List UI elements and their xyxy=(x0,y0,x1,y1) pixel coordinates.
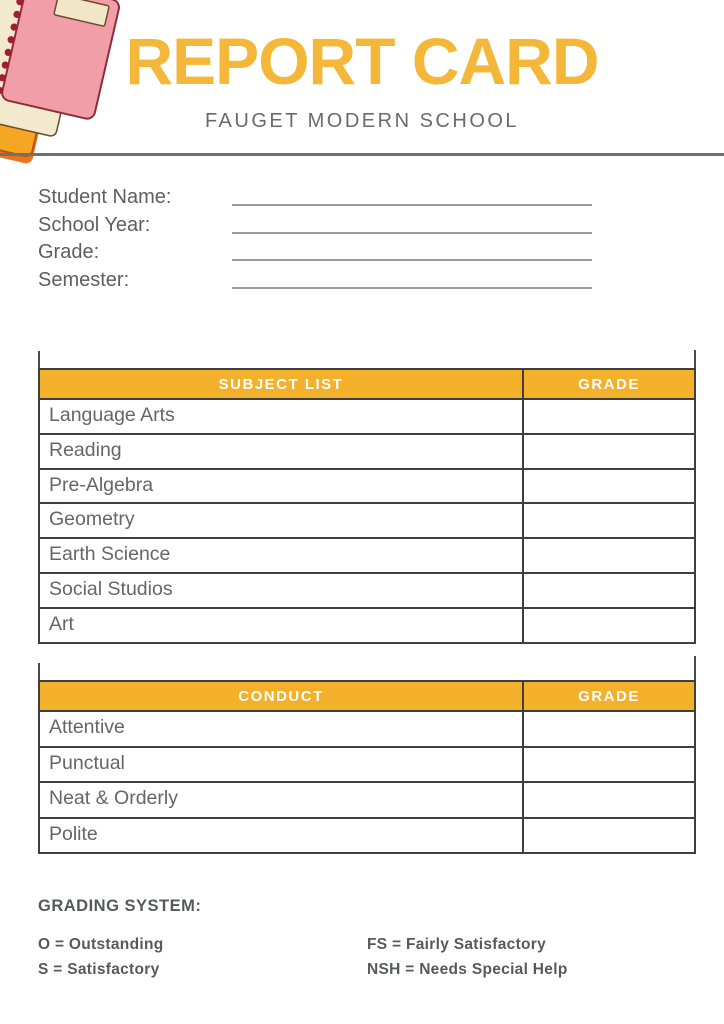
grade-cell[interactable] xyxy=(524,400,694,433)
subject-list-header: SUBJECT LIST xyxy=(40,370,524,398)
grade-header: GRADE xyxy=(578,375,640,393)
table-border-extension xyxy=(38,351,40,368)
grade-cell[interactable] xyxy=(524,470,694,503)
table-row xyxy=(40,539,694,574)
grade-header: GRADE xyxy=(578,687,640,705)
student-name-input[interactable] xyxy=(232,186,592,206)
conduct-cell: Polite xyxy=(40,819,524,853)
subjects-table xyxy=(38,368,696,644)
table-row xyxy=(40,783,694,819)
table-row xyxy=(40,819,694,855)
grade-cell[interactable] xyxy=(524,609,694,642)
table-row xyxy=(40,470,694,505)
grade-cell[interactable] xyxy=(524,504,694,537)
table-row xyxy=(40,435,694,470)
grade-cell[interactable] xyxy=(524,819,694,853)
subject-cell: Earth Science xyxy=(40,539,524,572)
grading-column-left xyxy=(38,932,367,982)
table-row xyxy=(40,712,694,748)
subject-cell: Art xyxy=(40,609,524,642)
conduct-cell: Punctual xyxy=(40,748,524,782)
table-row xyxy=(40,609,694,644)
grading-column-right xyxy=(367,932,696,982)
conduct-table xyxy=(38,680,696,854)
form-row xyxy=(38,269,592,289)
conduct-table-header xyxy=(40,682,694,712)
form-row xyxy=(38,214,592,234)
semester-label: Semester: xyxy=(38,268,130,291)
subject-cell: Language Arts xyxy=(40,400,524,433)
header-divider xyxy=(0,153,724,156)
table-border-extension xyxy=(694,350,696,368)
school-year-input[interactable] xyxy=(232,214,592,234)
grading-item: S = Satisfactory xyxy=(38,961,160,978)
subject-cell: Pre-Algebra xyxy=(40,470,524,503)
table-row xyxy=(40,748,694,784)
student-name-label: Student Name: xyxy=(38,186,172,208)
student-info-form xyxy=(38,186,592,296)
grading-columns xyxy=(38,932,638,982)
grade-cell[interactable] xyxy=(524,539,694,572)
subject-cell: Reading xyxy=(40,435,524,468)
table-row xyxy=(40,574,694,609)
school-year-label: School Year: xyxy=(38,213,151,236)
subject-cell: Social Studios xyxy=(40,574,524,607)
conduct-cell: Neat & Orderly xyxy=(40,783,524,817)
conduct-header: CONDUCT xyxy=(40,682,524,710)
table-border-extension xyxy=(694,656,696,680)
table-row xyxy=(40,504,694,539)
grade-cell[interactable] xyxy=(524,574,694,607)
grade-cell[interactable] xyxy=(524,748,694,782)
form-row xyxy=(38,186,592,206)
grade-cell[interactable] xyxy=(524,783,694,817)
grading-item: O = Outstanding xyxy=(38,936,164,953)
page-title: REPORT CARD xyxy=(125,24,599,98)
grading-system xyxy=(38,897,638,982)
subject-cell: Geometry xyxy=(40,504,524,537)
grade-cell[interactable] xyxy=(524,435,694,468)
form-row xyxy=(38,241,592,261)
grade-input[interactable] xyxy=(232,241,592,261)
table-row xyxy=(40,400,694,435)
grading-system-title: GRADING SYSTEM: xyxy=(38,897,202,915)
school-name: FAUGET MODERN SCHOOL xyxy=(204,110,520,132)
table-border-extension xyxy=(38,663,40,680)
conduct-cell: Attentive xyxy=(40,712,524,746)
subjects-table-header xyxy=(40,370,694,400)
semester-input[interactable] xyxy=(232,269,592,289)
grading-item: NSH = Needs Special Help xyxy=(367,961,568,978)
grade-label: Grade: xyxy=(38,241,100,263)
grading-item: FS = Fairly Satisfactory xyxy=(367,936,547,953)
grade-cell[interactable] xyxy=(524,712,694,746)
